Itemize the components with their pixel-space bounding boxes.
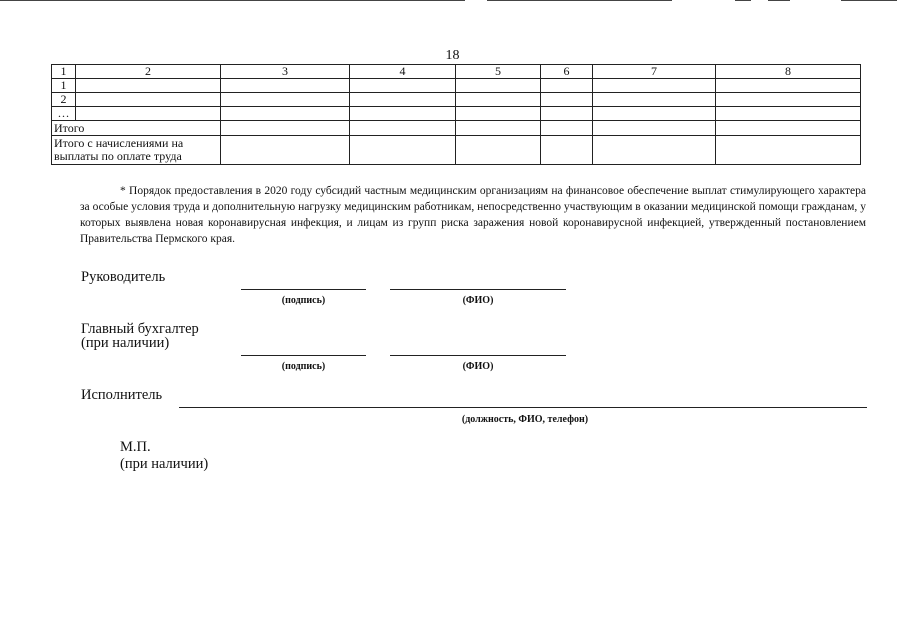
name-caption: (ФИО) [462, 361, 494, 372]
column-header: 6 [541, 65, 593, 79]
table-cell [76, 107, 221, 121]
table-cell [541, 107, 593, 121]
table-cell [716, 79, 861, 93]
chief-accountant-note: (при наличии) [81, 335, 170, 351]
accountant-signature-line [241, 355, 366, 356]
signature-caption: (подпись) [281, 361, 326, 372]
table-cell [593, 93, 716, 107]
total-row [52, 121, 861, 136]
table-cell [541, 93, 593, 107]
table-cell [456, 136, 541, 165]
row-number: … [52, 107, 76, 121]
total-with-accruals-label: Итого с начислениями на выплаты по оплате труда [52, 136, 221, 165]
column-header: 8 [716, 65, 861, 79]
scan-artifact-line [768, 0, 790, 1]
table-cell [350, 107, 456, 121]
table-cell [76, 93, 221, 107]
table-cell [456, 79, 541, 93]
head-signature-line [241, 289, 366, 290]
table-cell [716, 136, 861, 165]
table-cell [716, 121, 861, 136]
table-cell [221, 93, 350, 107]
table-cell [456, 93, 541, 107]
name-caption: (ФИО) [462, 295, 494, 306]
report-table [51, 64, 861, 165]
seal-label: М.П. [120, 439, 151, 455]
head-name-line [390, 289, 566, 290]
page-number: 18 [445, 48, 460, 63]
table-cell [221, 136, 350, 165]
footnote-text: * Порядок предоставления в 2020 году субсидий частным медицинским организациям на финансовое обеспечение выплат стимулирующего характера за особые условия труда и дополнительную нагрузку медицинским работникам, непосредственно участвующим в оказании медицинской помощи гражданам, у которых выявлена новая коронавирусная инфекция, и лицам из групп риска заражения новой коронавирусной инфекцией, утвержденный постановлением Правительства Пермского края. [80, 185, 866, 245]
table-cell [593, 79, 716, 93]
table-cell [350, 121, 456, 136]
scan-artifact-line [0, 0, 465, 1]
total-with-accruals-row [52, 136, 861, 165]
table-cell [221, 79, 350, 93]
scan-artifact-line [487, 0, 672, 1]
table-cell [350, 93, 456, 107]
column-header: 2 [76, 65, 221, 79]
table-row [52, 79, 861, 93]
table-cell [221, 121, 350, 136]
executor-label: Исполнитель [81, 387, 163, 403]
row-number: 2 [52, 93, 76, 107]
executor-line [179, 407, 867, 408]
scan-artifact-line [841, 0, 897, 1]
table-cell [541, 79, 593, 93]
column-header: 5 [456, 65, 541, 79]
footnote [80, 183, 866, 247]
chief-accountant-label: Главный бухгалтер [81, 321, 199, 337]
table-header-row [52, 65, 861, 79]
column-header: 7 [593, 65, 716, 79]
table-cell [716, 93, 861, 107]
column-header: 3 [221, 65, 350, 79]
column-header: 1 [52, 65, 76, 79]
table-row [52, 93, 861, 107]
table-cell [593, 121, 716, 136]
table-cell [541, 136, 593, 165]
table-cell [456, 121, 541, 136]
table-cell [593, 107, 716, 121]
head-label: Руководитель [81, 269, 166, 285]
table-cell [456, 107, 541, 121]
signature-caption: (подпись) [281, 295, 326, 306]
executor-caption: (должность, ФИО, телефон) [461, 414, 589, 425]
total-label: Итого [52, 121, 221, 136]
table-cell [221, 107, 350, 121]
accountant-name-line [390, 355, 566, 356]
table-cell [350, 79, 456, 93]
table-cell [716, 107, 861, 121]
table-cell [541, 121, 593, 136]
row-number: 1 [52, 79, 76, 93]
table-cell [593, 136, 716, 165]
seal-note: (при наличии) [120, 456, 209, 472]
column-header: 4 [350, 65, 456, 79]
table-cell [76, 79, 221, 93]
table-row [52, 107, 861, 121]
scan-artifact-line [735, 0, 751, 1]
table-cell [350, 136, 456, 165]
